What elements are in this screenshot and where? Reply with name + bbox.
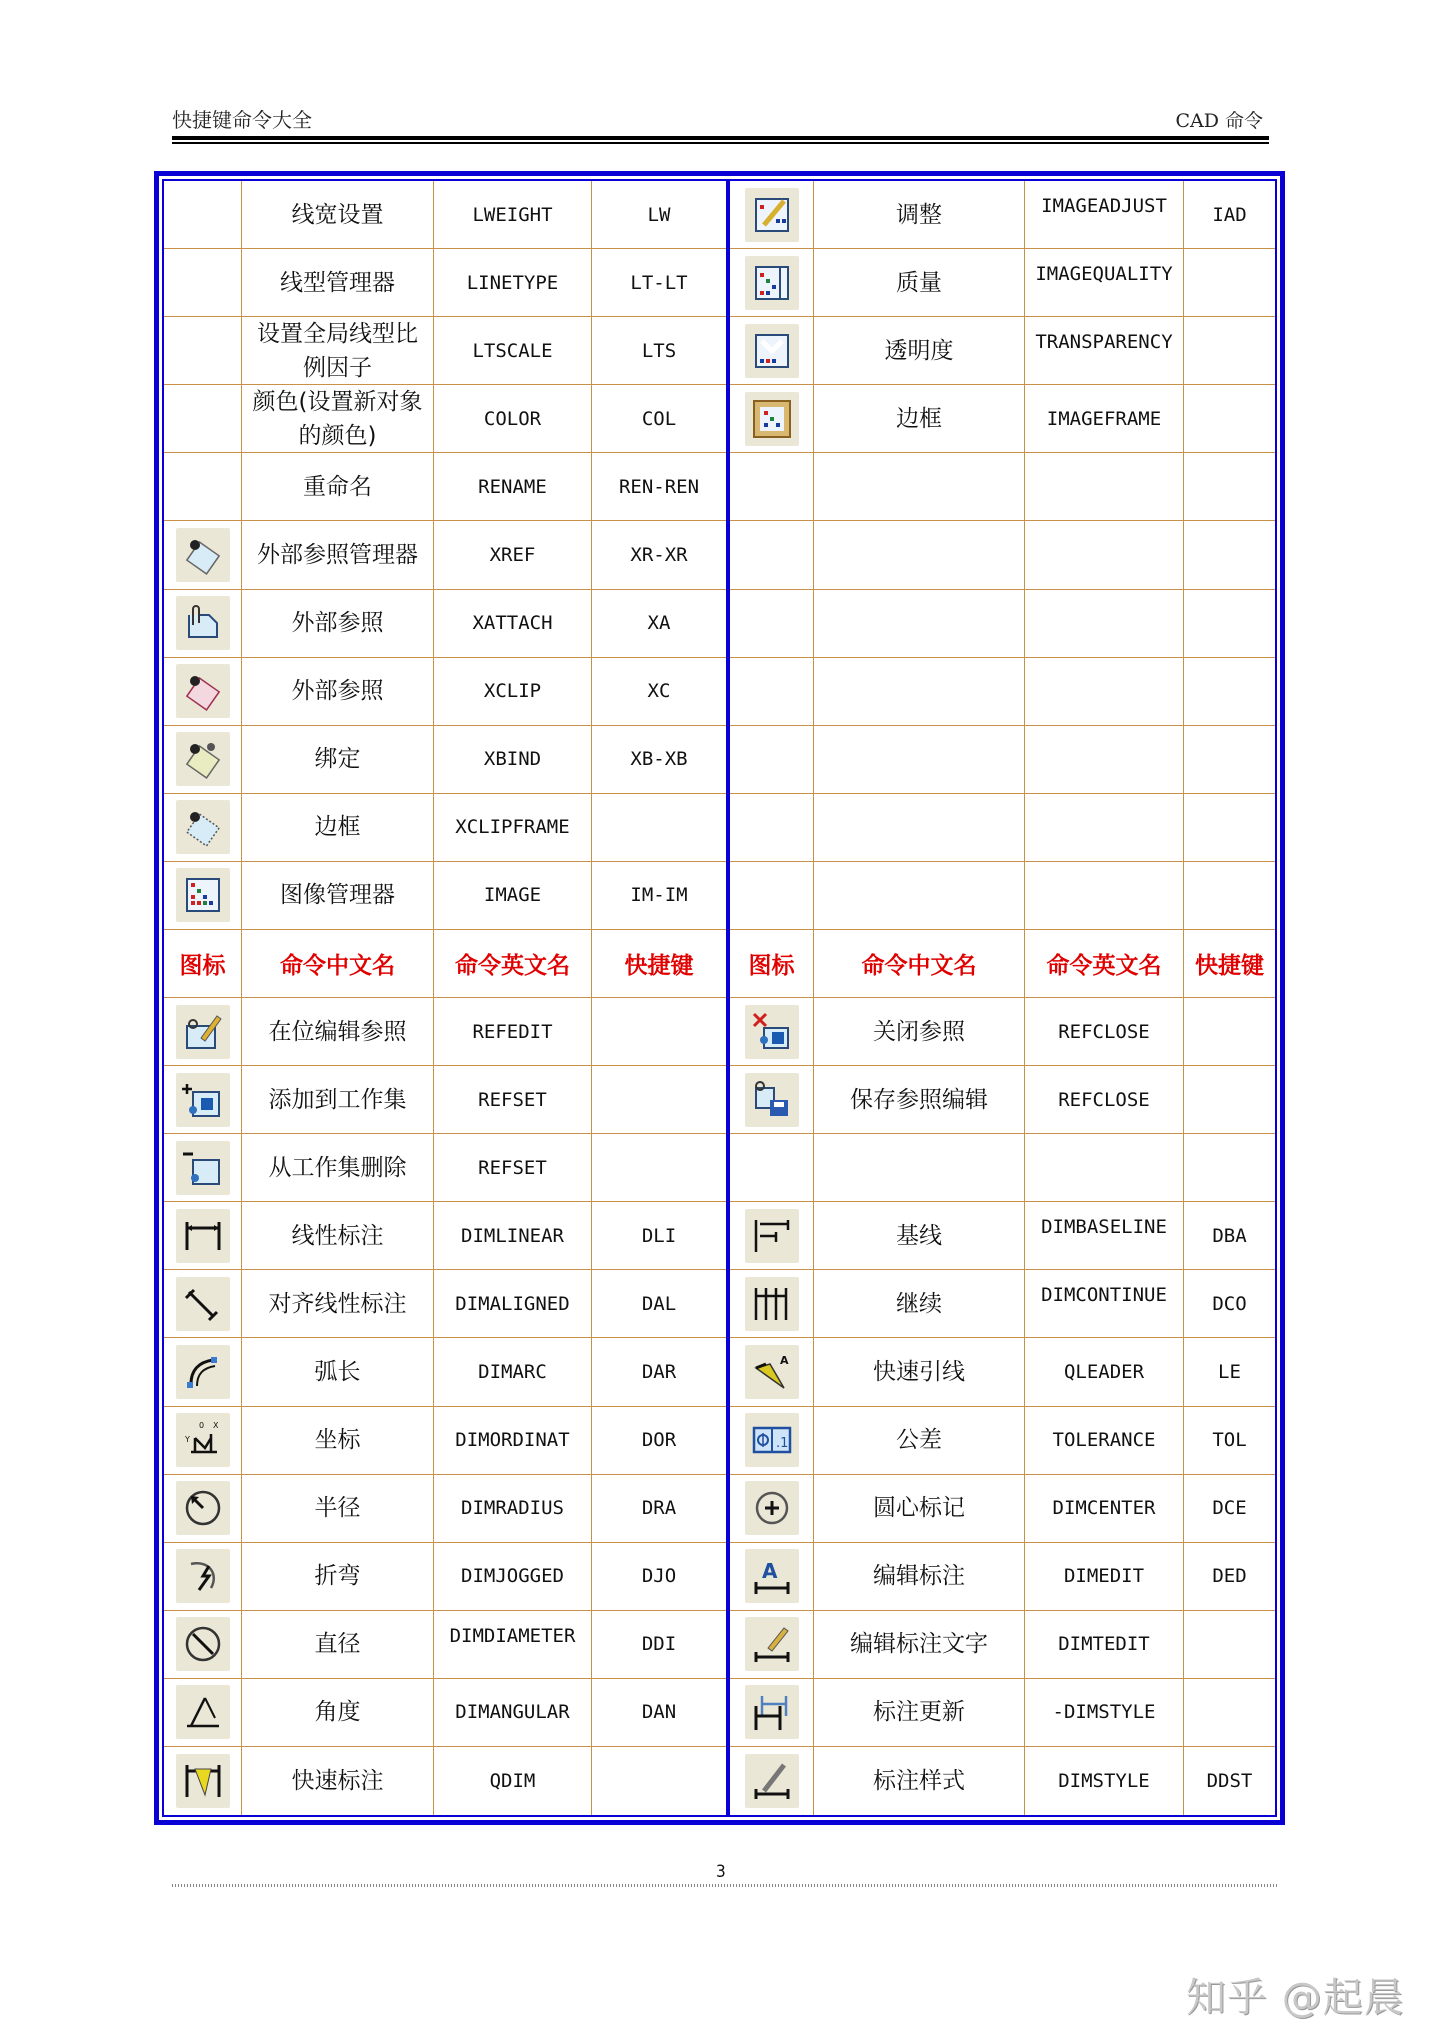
command-cn-name (814, 453, 1025, 521)
command-en-name (1025, 453, 1184, 521)
command-shortcut: REN-REN (592, 453, 726, 521)
command-shortcut (1184, 658, 1275, 726)
command-cn-name: 关闭参照 (814, 998, 1025, 1066)
command-shortcut: DOR (592, 1407, 726, 1475)
icon-cell (164, 658, 242, 726)
header-rule-thick (172, 136, 1269, 140)
icon-cell (730, 1270, 814, 1338)
icon-cell (730, 726, 814, 794)
command-cn-name (814, 658, 1025, 726)
command-cn-name: 外部参照 (242, 590, 434, 658)
icon-cell (730, 181, 814, 249)
command-en-name: DIMCENTER (1025, 1475, 1184, 1543)
command-shortcut (592, 1066, 726, 1134)
svg-text:X: X (212, 1421, 218, 1431)
icon-cell (164, 249, 242, 317)
command-shortcut (1184, 1066, 1275, 1134)
refsave-icon (745, 1073, 799, 1127)
command-shortcut: LW (592, 181, 726, 249)
command-en-name: TRANSPARENCY (1025, 317, 1184, 385)
command-shortcut (1184, 794, 1275, 862)
icon-cell (730, 1407, 814, 1475)
command-shortcut: DAN (592, 1679, 726, 1747)
icon-cell (730, 1066, 814, 1134)
command-en-name: XCLIP (434, 658, 592, 726)
command-cn-name: 颜色(设置新对象的颜色) (242, 385, 434, 453)
command-en-name: LTSCALE (434, 317, 592, 385)
tolerance-icon (745, 1413, 799, 1467)
command-cn-name: 继续 (814, 1270, 1025, 1338)
command-shortcut: DAR (592, 1338, 726, 1406)
refset-add-icon (176, 1073, 230, 1127)
icon-cell (164, 998, 242, 1066)
icon-cell (730, 1679, 814, 1747)
icon-cell (730, 1543, 814, 1611)
command-table-grid (164, 181, 1275, 1815)
icon-cell (730, 998, 814, 1066)
icon-cell (164, 1134, 242, 1202)
command-shortcut: LTS (592, 317, 726, 385)
command-cn-name: 从工作集删除 (242, 1134, 434, 1202)
command-shortcut: XC (592, 658, 726, 726)
icon-cell (730, 590, 814, 658)
image-manager-icon (176, 868, 230, 922)
dimstyle-update-icon (745, 1685, 799, 1739)
command-en-name: DIMSTYLE (1025, 1747, 1184, 1815)
imageframe-icon (745, 392, 799, 446)
dimordinate-icon (176, 1413, 230, 1467)
refset-remove-icon (176, 1141, 230, 1195)
command-shortcut: LE (1184, 1338, 1275, 1406)
command-en-name: IMAGEFRAME (1025, 385, 1184, 453)
dimdiameter-icon (176, 1617, 230, 1671)
qdim-icon (176, 1754, 230, 1808)
command-cn-name: 标注更新 (814, 1679, 1025, 1747)
dimaligned-icon (176, 1277, 230, 1331)
command-en-name (1025, 726, 1184, 794)
command-cn-name: 编辑标注 (814, 1543, 1025, 1611)
icon-cell (730, 453, 814, 521)
column-header-en: 命令英文名 (1025, 930, 1184, 998)
dimbaseline-icon (745, 1209, 799, 1263)
command-cn-name: 边框 (242, 794, 434, 862)
command-shortcut (592, 1747, 726, 1815)
command-cn-name: 调整 (814, 181, 1025, 249)
command-table-inner (162, 179, 1277, 1817)
command-cn-name: 标注样式 (814, 1747, 1025, 1815)
command-shortcut: TOL (1184, 1407, 1275, 1475)
command-en-name: DIMRADIUS (434, 1475, 592, 1543)
command-en-name: XREF (434, 521, 592, 589)
transparency-icon (745, 324, 799, 378)
command-cn-name (814, 590, 1025, 658)
command-en-name (1025, 1134, 1184, 1202)
command-cn-name (814, 794, 1025, 862)
command-cn-name (814, 521, 1025, 589)
dimstyle-icon (745, 1754, 799, 1808)
qleader-icon (745, 1345, 799, 1399)
icon-cell (730, 1202, 814, 1270)
command-cn-name: 设置全局线型比例因子 (242, 317, 434, 385)
command-cn-name: 透明度 (814, 317, 1025, 385)
command-shortcut: IM-IM (592, 862, 726, 930)
command-shortcut (1184, 385, 1275, 453)
command-shortcut (1184, 317, 1275, 385)
svg-text:.1: .1 (775, 1436, 788, 1452)
command-en-name (1025, 794, 1184, 862)
footer-dotted-rule (172, 1884, 1278, 1887)
icon-cell (730, 385, 814, 453)
icon-cell (164, 590, 242, 658)
dimarc-icon (176, 1345, 230, 1399)
command-en-name: COLOR (434, 385, 592, 453)
command-cn-name: 外部参照管理器 (242, 521, 434, 589)
icon-cell (164, 794, 242, 862)
dimedit-icon (745, 1549, 799, 1603)
command-en-name: LINETYPE (434, 249, 592, 317)
command-shortcut (1184, 249, 1275, 317)
command-en-name: XBIND (434, 726, 592, 794)
command-en-name: LWEIGHT (434, 181, 592, 249)
dimtedit-icon (745, 1617, 799, 1671)
column-header-shortcut: 快捷键 (592, 930, 726, 998)
table-left-half (164, 181, 730, 1815)
page-number: 3 (716, 1862, 726, 1882)
icon-cell (164, 1543, 242, 1611)
command-en-name: QLEADER (1025, 1338, 1184, 1406)
icon-cell (730, 317, 814, 385)
icon-cell (164, 1202, 242, 1270)
command-en-name (1025, 590, 1184, 658)
xref-manager-icon (176, 528, 230, 582)
icon-cell (730, 1611, 814, 1679)
icon-cell (164, 1679, 242, 1747)
command-en-name (1025, 521, 1184, 589)
command-shortcut: DCE (1184, 1475, 1275, 1543)
command-en-name: DIMTEDIT (1025, 1611, 1184, 1679)
command-shortcut: DJO (592, 1543, 726, 1611)
command-shortcut (1184, 998, 1275, 1066)
command-en-name: REFCLOSE (1025, 1066, 1184, 1134)
command-en-name: REFEDIT (434, 998, 592, 1066)
dimangular-icon (176, 1685, 230, 1739)
icon-cell (164, 1270, 242, 1338)
command-en-name: DIMANGULAR (434, 1679, 592, 1747)
command-shortcut (1184, 1611, 1275, 1679)
dimcontinue-icon (745, 1277, 799, 1331)
command-en-name: XCLIPFRAME (434, 794, 592, 862)
icon-cell (164, 862, 242, 930)
xclipframe-icon (176, 800, 230, 854)
icon-cell (164, 521, 242, 589)
command-cn-name: 线性标注 (242, 1202, 434, 1270)
svg-text:Y: Y (184, 1435, 190, 1445)
command-shortcut: DDST (1206, 1769, 1253, 1792)
command-shortcut: IAD (1184, 181, 1275, 249)
column-header-icon: 图标 (164, 930, 242, 998)
command-shortcut (1184, 453, 1275, 521)
page-header-title: 快捷键命令大全 (172, 108, 312, 132)
icon-cell (164, 181, 242, 249)
command-en-name: TOLERANCE (1025, 1407, 1184, 1475)
icon-cell (164, 726, 242, 794)
icon-cell (730, 249, 814, 317)
command-shortcut (1184, 726, 1275, 794)
icon-cell (164, 453, 242, 521)
command-shortcut: XR-XR (592, 521, 726, 589)
command-shortcut: DLI (592, 1202, 726, 1270)
command-en-name: DIMJOGGED (434, 1543, 592, 1611)
command-cn-name: 直径 (242, 1611, 434, 1679)
command-shortcut: XA (592, 590, 726, 658)
header-rule-thin (172, 142, 1269, 144)
command-en-name: QDIM (434, 1747, 592, 1815)
column-header-cn: 命令中文名 (242, 930, 434, 998)
command-cn-name: 重命名 (242, 453, 434, 521)
command-shortcut (1184, 521, 1275, 589)
icon-cell (730, 658, 814, 726)
command-cn-name: 快速引线 (814, 1338, 1025, 1406)
command-cn-name (814, 726, 1025, 794)
xbind-icon (176, 732, 230, 786)
command-cn-name: 对齐线性标注 (242, 1270, 434, 1338)
command-shortcut (1184, 862, 1275, 930)
watermark: 知乎 @起晨 (1186, 1975, 1405, 2021)
command-shortcut (592, 1134, 726, 1202)
xclip-icon (176, 664, 230, 718)
command-en-name: RENAME (434, 453, 592, 521)
command-en-name: REFSET (434, 1134, 592, 1202)
command-shortcut (592, 794, 726, 862)
command-cn-name (814, 1134, 1025, 1202)
table-right-half (730, 181, 1275, 1815)
dimcenter-icon (745, 1481, 799, 1535)
command-shortcut: DRA (592, 1475, 726, 1543)
command-cn-name: 坐标 (242, 1407, 434, 1475)
command-en-name: DIMARC (434, 1338, 592, 1406)
icon-cell (730, 794, 814, 862)
command-en-name: DIMDIAMETER (434, 1611, 592, 1679)
command-en-name: DIMEDIT (1025, 1543, 1184, 1611)
command-cn-name: 圆心标记 (814, 1475, 1025, 1543)
command-shortcut (592, 998, 726, 1066)
command-cn-name: 保存参照编辑 (814, 1066, 1025, 1134)
column-header-icon: 图标 (730, 930, 814, 998)
command-shortcut: COL (592, 385, 726, 453)
icon-cell (730, 862, 814, 930)
column-header-shortcut: 快捷键 (1184, 930, 1275, 998)
command-en-name: IMAGE (434, 862, 592, 930)
command-shortcut: DBA (1184, 1202, 1275, 1270)
command-en-name: DIMLINEAR (434, 1202, 592, 1270)
command-shortcut: DED (1184, 1543, 1275, 1611)
dimradius-icon (176, 1481, 230, 1535)
icon-cell (164, 317, 242, 385)
svg-text:A: A (761, 1559, 777, 1584)
command-en-name: REFCLOSE (1025, 998, 1184, 1066)
command-en-name: IMAGEADJUST (1025, 181, 1184, 249)
column-header-en: 命令英文名 (434, 930, 592, 998)
command-table (154, 171, 1285, 1825)
command-en-name: DIMORDINAT (434, 1407, 592, 1475)
command-en-name (1025, 862, 1184, 930)
command-cn-name: 添加到工作集 (242, 1066, 434, 1134)
command-en-name: REFSET (434, 1066, 592, 1134)
command-en-name: IMAGEQUALITY (1025, 249, 1184, 317)
command-en-name: XATTACH (434, 590, 592, 658)
svg-text:0: 0 (198, 1421, 204, 1431)
command-cn-name: 质量 (814, 249, 1025, 317)
dimjogged-icon (176, 1549, 230, 1603)
command-cn-name: 角度 (242, 1679, 434, 1747)
icon-cell (164, 1611, 242, 1679)
icon-cell (730, 1747, 814, 1815)
refclose-icon (745, 1005, 799, 1059)
command-cn-name: 公差 (814, 1407, 1025, 1475)
command-shortcut: DDI (592, 1611, 726, 1679)
svg-text:A: A (779, 1353, 789, 1367)
command-shortcut (1184, 1134, 1275, 1202)
command-cn-name: 线型管理器 (242, 249, 434, 317)
icon-cell (730, 1475, 814, 1543)
command-cn-name: 外部参照 (242, 658, 434, 726)
imagequality-icon (745, 256, 799, 310)
refedit-icon (176, 1005, 230, 1059)
command-en-name: DIMBASELINE (1025, 1202, 1184, 1270)
icon-cell (164, 385, 242, 453)
command-en-name (1025, 658, 1184, 726)
command-en-name: DIMCONTINUE (1025, 1270, 1184, 1338)
command-shortcut: LT-LT (592, 249, 726, 317)
command-en-name: -DIMSTYLE (1025, 1679, 1184, 1747)
command-cn-name: 基线 (814, 1202, 1025, 1270)
command-cn-name: 在位编辑参照 (242, 998, 434, 1066)
command-shortcut (1184, 1679, 1275, 1747)
command-cn-name: 快速标注 (242, 1747, 434, 1815)
icon-cell (730, 1338, 814, 1406)
command-cn-name: 编辑标注文字 (814, 1611, 1025, 1679)
command-cn-name (814, 862, 1025, 930)
dimlinear-icon (176, 1209, 230, 1263)
command-cn-name: 弧长 (242, 1338, 434, 1406)
xattach-icon (176, 596, 230, 650)
command-cn-name: 线宽设置 (242, 181, 434, 249)
column-header-cn: 命令中文名 (814, 930, 1025, 998)
icon-cell (164, 1475, 242, 1543)
icon-cell (730, 1134, 814, 1202)
command-shortcut: XB-XB (592, 726, 726, 794)
icon-cell (164, 1338, 242, 1406)
command-en-name: DIMALIGNED (434, 1270, 592, 1338)
icon-cell (164, 1747, 242, 1815)
command-cn-name: 半径 (242, 1475, 434, 1543)
command-shortcut: DAL (592, 1270, 726, 1338)
page-header-section: CAD 命令 (1175, 110, 1263, 132)
command-shortcut: DCO (1184, 1270, 1275, 1338)
command-cn-name: 图像管理器 (242, 862, 434, 930)
icon-cell (730, 521, 814, 589)
command-cn-name: 边框 (814, 385, 1025, 453)
command-shortcut (1184, 590, 1275, 658)
imageadjust-icon (745, 188, 799, 242)
icon-cell (164, 1066, 242, 1134)
command-cn-name: 折弯 (242, 1543, 434, 1611)
icon-cell (164, 1407, 242, 1475)
command-cn-name: 绑定 (242, 726, 434, 794)
